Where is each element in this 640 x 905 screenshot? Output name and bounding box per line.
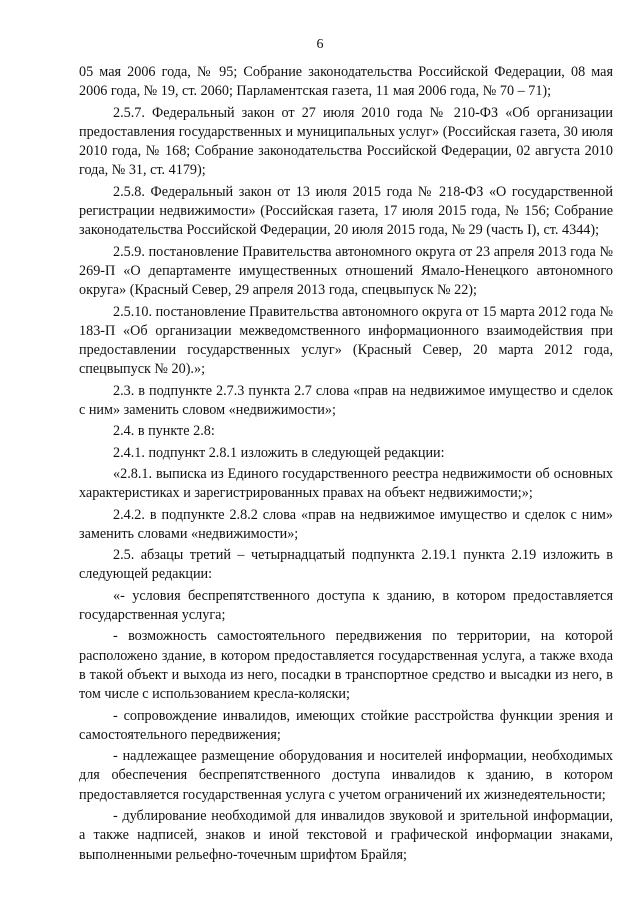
paragraph-2-4-2: 2.4.2. в подпункте 2.8.2 слова «прав на недвижимое имущество и сделок с ним» заменить словами «недвижимости»; xyxy=(79,506,613,542)
paragraph-2-4-1: 2.4.1. подпункт 2.8.1 изложить в следующей редакции: xyxy=(113,444,445,461)
list-item-equipment: - надлежащее размещение оборудования и носителей информации, необходимых для обеспечения беспрепятственного доступа инвалидов к зданию, в котором предоставляется государственная услуга с учетом ограничений их жизнедеятельности; xyxy=(79,748,613,803)
paragraph-2-5-8: 2.5.8. Федеральный закон от 13 июля 2015 года № 218-ФЗ «О государственной регистрации недвижимости» (Российская газета, 17 июля 2015 года, № 156; Собрание законодательства Российской Федерации, 20 июля 2015 года, № 29 (часть I), ст. 4344); xyxy=(79,183,613,239)
list-item-braille: - дублирование необходимой для инвалидов звуковой и зрительной информации, а также надписей, знаков и иной текстовой и графической информации знаками, выполненными рельефно-точечным шрифтом Брайля; xyxy=(79,807,613,863)
paragraph-2-5-9: 2.5.9. постановление Правительства автономного округа от 23 апреля 2013 года № 269-П «О департаменте имущественных отношений Ямало-Ненецкого автономного округа» (Красный Север, 29 апреля 2013 года, спецвыпуск № 22); xyxy=(79,243,613,299)
paragraph-2-5: 2.5. абзацы третий – четырнадцатый подпункта 2.19.1 пункта 2.19 изложить в следующей редакции: xyxy=(79,547,613,583)
list-item-access-conditions: «- условия беспрепятственного доступа к зданию, в котором предоставляется государственная услуга; xyxy=(79,587,613,624)
paragraph-2-5-10: 2.5.10. постановление Правительства автономного округа от 15 марта 2012 года № 183-П «Об организации межведомственного информационного взаимодействия при предоставлении государственных услуг» (Красный Север, 20 марта 2012 года, спецвыпуск № 20).»; xyxy=(79,303,613,378)
paragraph-1: 05 мая 2006 года, № 95; Собрание законодательства Российской Федерации, 08 мая 2006 года, № 19, ст. 2060; Парламентская газета, 11 мая 2006 года, № 70 – 71); xyxy=(79,64,613,100)
paragraph-2-8-1-quote: «2.8.1. выписка из Единого государственного реестра недвижимости об основных характеристиках и зарегистрированных правах на объект недвижимости;»; xyxy=(79,465,613,502)
paragraph-2-5-7: 2.5.7. Федеральный закон от 27 июля 2010 года № 210-ФЗ «Об организации предоставления государственных и муниципальных услуг» (Российская газета, 30 июля 2010 года, № 168; Собрание законодательства Российской Федерации, 02 августа 2010 года, № 31, ст. 4179); xyxy=(79,104,613,179)
document-body xyxy=(79,63,613,865)
page-number: 6 xyxy=(316,37,324,52)
list-item-escort: - сопровождение инвалидов, имеющих стойкие расстройства функции зрения и самостоятельного передвижения; xyxy=(79,707,613,743)
paragraph-2-3: 2.3. в подпункте 2.7.3 пункта 2.7 слова «прав на недвижимое имущество и сделок с ним» заменить словом «недвижимости»; xyxy=(79,382,613,419)
paragraph-2-4: 2.4. в пункте 2.8: xyxy=(113,423,215,440)
list-item-movement: - возможность самостоятельного передвижения по территории, на которой расположено здание, в котором предоставляется государственная услуга, а также входа в такой объект и выхода из него, посадки в транспортное средство и высадки из него, в том числе с использованием кресла-коляски; xyxy=(79,628,613,703)
